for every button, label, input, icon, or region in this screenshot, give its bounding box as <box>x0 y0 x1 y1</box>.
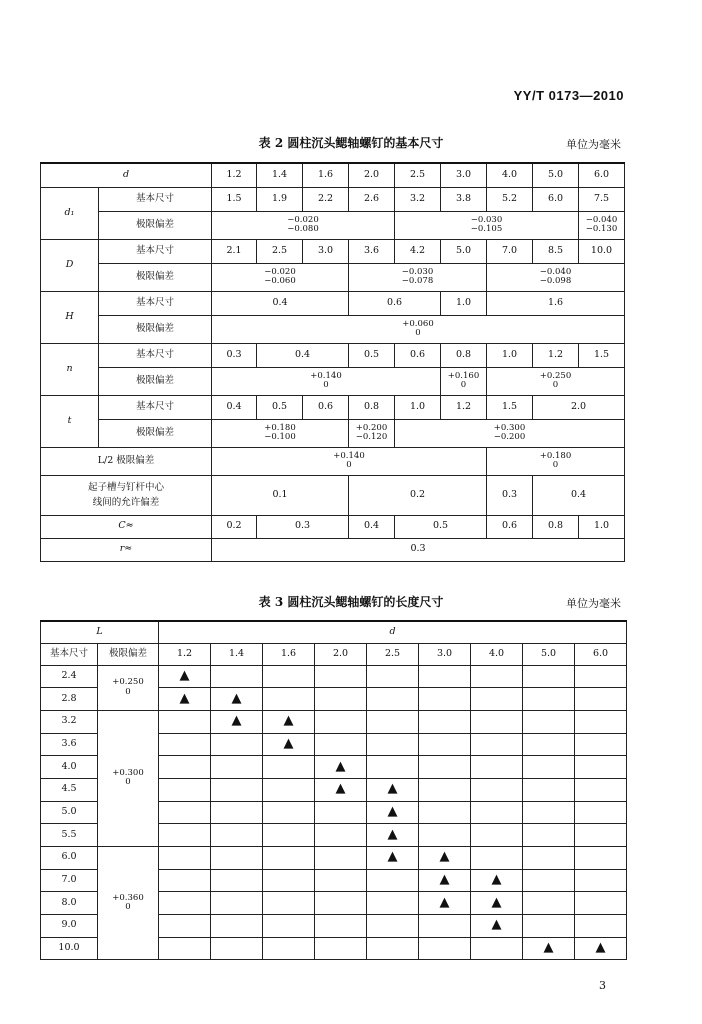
L-header: L <box>41 621 159 643</box>
basic-label: 基本尺寸 <box>99 187 212 211</box>
cell: 8.5 <box>533 239 579 263</box>
empty-cell <box>471 824 523 847</box>
cell: 1.5 <box>212 187 257 211</box>
empty-cell <box>263 847 315 870</box>
basic-label: 基本尺寸 <box>99 239 212 263</box>
tol-label: 极限偏差 <box>99 367 212 395</box>
table3-unit: 单位为毫米 <box>566 597 621 610</box>
cell: 0.6 <box>487 515 533 538</box>
empty-cell <box>211 892 263 915</box>
triangle-marker-icon: ▲ <box>367 847 419 870</box>
length-value: 7.0 <box>41 869 98 892</box>
empty-cell <box>523 892 575 915</box>
cell: 2.5 <box>257 239 303 263</box>
tolerance-cell: +0.180 −0.100 <box>212 419 349 447</box>
table-row <box>41 710 627 733</box>
cell: 1.0 <box>579 515 625 538</box>
tolerance-cell: +0.200 −0.120 <box>349 419 395 447</box>
basic-label: 基本尺寸 <box>99 291 212 315</box>
empty-cell <box>159 824 211 847</box>
empty-cell <box>523 847 575 870</box>
cell: 0.5 <box>395 515 487 538</box>
tolerance-cell: +0.300 0 <box>98 710 159 846</box>
triangle-marker-icon: ▲ <box>315 778 367 801</box>
cell: 1.2 <box>533 343 579 367</box>
empty-cell <box>575 915 627 938</box>
d-value: 2.5 <box>367 643 419 665</box>
tol-label: 极限偏差 <box>99 315 212 343</box>
empty-cell <box>211 915 263 938</box>
table3 <box>40 620 627 960</box>
d-value: 2.0 <box>315 643 367 665</box>
table2-row <box>41 515 625 538</box>
empty-cell <box>575 756 627 779</box>
tolerance-cell: +0.250 0 <box>487 367 625 395</box>
d-value: 4.0 <box>471 643 523 665</box>
triangle-marker-icon: ▲ <box>575 937 627 960</box>
cell: 0.4 <box>533 475 625 515</box>
empty-cell <box>159 756 211 779</box>
table2-row <box>41 367 625 395</box>
empty-cell <box>419 665 471 688</box>
empty-cell <box>575 733 627 756</box>
table2-row <box>41 211 625 239</box>
d-value: 5.0 <box>523 643 575 665</box>
empty-cell <box>263 688 315 711</box>
tol-label: 极限偏差 <box>99 211 212 239</box>
table2-row <box>41 291 625 315</box>
empty-cell <box>211 733 263 756</box>
length-value: 2.4 <box>41 665 98 688</box>
cell: 5.2 <box>487 187 533 211</box>
cell: 0.1 <box>212 475 349 515</box>
cell: 1.9 <box>257 187 303 211</box>
empty-cell <box>367 710 419 733</box>
d1-label: d₁ <box>41 187 99 239</box>
tolerance-cell: −0.020 −0.080 <box>212 211 395 239</box>
H-label: H <box>41 291 99 343</box>
table2 <box>40 162 625 562</box>
empty-cell <box>367 892 419 915</box>
empty-cell <box>211 665 263 688</box>
d-value: 1.2 <box>212 163 257 187</box>
empty-cell <box>575 847 627 870</box>
empty-cell <box>211 847 263 870</box>
empty-cell <box>523 756 575 779</box>
empty-cell <box>523 688 575 711</box>
cell: 0.5 <box>349 343 395 367</box>
empty-cell <box>419 937 471 960</box>
empty-cell <box>315 892 367 915</box>
empty-cell <box>367 869 419 892</box>
cell: 0.6 <box>349 291 441 315</box>
empty-cell <box>575 824 627 847</box>
cell: 1.0 <box>441 291 487 315</box>
d-value: 3.0 <box>441 163 487 187</box>
table2-row <box>41 315 625 343</box>
triangle-marker-icon: ▲ <box>419 847 471 870</box>
empty-cell <box>523 778 575 801</box>
empty-cell <box>419 801 471 824</box>
empty-cell <box>159 915 211 938</box>
cell: 0.4 <box>257 343 349 367</box>
tol-label: 极限偏差 <box>98 643 159 665</box>
empty-cell <box>263 824 315 847</box>
tolerance-cell: +0.300 −0.200 <box>395 419 625 447</box>
empty-cell <box>367 733 419 756</box>
length-value: 2.8 <box>41 688 98 711</box>
length-value: 4.0 <box>41 756 98 779</box>
triangle-marker-icon: ▲ <box>419 869 471 892</box>
basic-label: 基本尺寸 <box>41 643 98 665</box>
tolerance-cell: −0.030 −0.105 <box>395 211 579 239</box>
cell: 3.0 <box>303 239 349 263</box>
cell: 0.4 <box>349 515 395 538</box>
triangle-marker-icon: ▲ <box>367 801 419 824</box>
table2-row <box>41 263 625 291</box>
empty-cell <box>315 869 367 892</box>
d-value: 5.0 <box>533 163 579 187</box>
empty-cell <box>315 937 367 960</box>
empty-cell <box>419 688 471 711</box>
empty-cell <box>263 756 315 779</box>
empty-cell <box>315 915 367 938</box>
tolerance-cell: −0.040 −0.098 <box>487 263 625 291</box>
basic-label: 基本尺寸 <box>99 343 212 367</box>
triangle-marker-icon: ▲ <box>471 915 523 938</box>
empty-cell <box>471 778 523 801</box>
empty-cell <box>523 824 575 847</box>
empty-cell <box>471 801 523 824</box>
tolerance-cell: −0.020 −0.060 <box>212 263 349 291</box>
table2-row <box>41 447 625 475</box>
d-value: 3.0 <box>419 643 471 665</box>
tolerance-cell: +0.180 0 <box>487 447 625 475</box>
d-value: 1.4 <box>211 643 263 665</box>
cell: 1.2 <box>441 395 487 419</box>
empty-cell <box>211 869 263 892</box>
tolerance-cell: +0.360 0 <box>98 847 159 960</box>
d-value: 2.5 <box>395 163 441 187</box>
d-value: 4.0 <box>487 163 533 187</box>
triangle-marker-icon: ▲ <box>471 869 523 892</box>
empty-cell <box>575 688 627 711</box>
triangle-marker-icon: ▲ <box>523 937 575 960</box>
empty-cell <box>263 937 315 960</box>
d-header: d <box>41 163 212 187</box>
cell: 0.4 <box>212 395 257 419</box>
empty-cell <box>159 869 211 892</box>
cell: 1.0 <box>487 343 533 367</box>
empty-cell <box>263 892 315 915</box>
d-value: 1.6 <box>263 643 315 665</box>
empty-cell <box>159 892 211 915</box>
length-value: 4.5 <box>41 778 98 801</box>
cell: 0.8 <box>533 515 579 538</box>
tol-label: 极限偏差 <box>99 263 212 291</box>
triangle-marker-icon: ▲ <box>159 688 211 711</box>
cell: 1.5 <box>487 395 533 419</box>
cell: 0.6 <box>303 395 349 419</box>
table3-subheader-row <box>41 643 627 665</box>
empty-cell <box>575 801 627 824</box>
empty-cell <box>159 733 211 756</box>
empty-cell <box>211 756 263 779</box>
empty-cell <box>367 937 419 960</box>
empty-cell <box>211 778 263 801</box>
length-value: 6.0 <box>41 847 98 870</box>
table2-caption: 表 2 圆柱沉头鳃轴螺钉的基本尺寸 <box>258 136 444 150</box>
cell: 1.5 <box>579 343 625 367</box>
table2-row <box>41 538 625 561</box>
table-row <box>41 847 627 870</box>
cell: 1.0 <box>395 395 441 419</box>
tolerance-cell: +0.140 0 <box>212 447 487 475</box>
cell: 0.3 <box>212 538 625 561</box>
table3-header-row <box>41 621 627 643</box>
cell: 7.0 <box>487 239 533 263</box>
tolerance-cell: +0.160 0 <box>441 367 487 395</box>
empty-cell <box>523 915 575 938</box>
empty-cell <box>159 710 211 733</box>
tol-label: 极限偏差 <box>99 419 212 447</box>
triangle-marker-icon: ▲ <box>471 892 523 915</box>
empty-cell <box>315 688 367 711</box>
length-value: 3.6 <box>41 733 98 756</box>
d-value: 1.2 <box>159 643 211 665</box>
cell: 0.3 <box>487 475 533 515</box>
table2-row <box>41 419 625 447</box>
empty-cell <box>419 915 471 938</box>
table2-row <box>41 343 625 367</box>
triangle-marker-icon: ▲ <box>315 756 367 779</box>
table2-row <box>41 239 625 263</box>
empty-cell <box>367 915 419 938</box>
cell: 3.2 <box>395 187 441 211</box>
d-value: 6.0 <box>575 643 627 665</box>
cell: 0.6 <box>395 343 441 367</box>
cell: 0.3 <box>257 515 349 538</box>
triangle-marker-icon: ▲ <box>263 710 315 733</box>
empty-cell <box>471 756 523 779</box>
empty-cell <box>263 915 315 938</box>
empty-cell <box>211 937 263 960</box>
table2-row <box>41 395 625 419</box>
length-value: 10.0 <box>41 937 98 960</box>
table2-d-row <box>41 163 625 187</box>
d-value: 1.4 <box>257 163 303 187</box>
n-label: n <box>41 343 99 395</box>
cell: 0.2 <box>349 475 487 515</box>
t-label: t <box>41 395 99 447</box>
cell: 3.8 <box>441 187 487 211</box>
empty-cell <box>575 665 627 688</box>
empty-cell <box>211 824 263 847</box>
empty-cell <box>523 710 575 733</box>
empty-cell <box>211 801 263 824</box>
empty-cell <box>263 665 315 688</box>
table2-unit: 单位为毫米 <box>566 138 621 151</box>
cell: 0.5 <box>257 395 303 419</box>
tolerance-cell: −0.040 −0.130 <box>579 211 625 239</box>
empty-cell <box>471 710 523 733</box>
cell: 2.0 <box>533 395 625 419</box>
empty-cell <box>419 824 471 847</box>
cell: 2.2 <box>303 187 349 211</box>
empty-cell <box>575 869 627 892</box>
empty-cell <box>471 733 523 756</box>
r-label: r≈ <box>41 538 212 561</box>
empty-cell <box>159 937 211 960</box>
triangle-marker-icon: ▲ <box>367 778 419 801</box>
empty-cell <box>367 756 419 779</box>
triangle-marker-icon: ▲ <box>211 688 263 711</box>
table3-caption: 表 3 圆柱沉头鳃轴螺钉的长度尺寸 <box>258 595 444 609</box>
cell: 0.4 <box>212 291 349 315</box>
slot-label: 起子槽与钉杆中心 线间的允许偏差 <box>41 475 212 515</box>
empty-cell <box>523 801 575 824</box>
cell: 2.1 <box>212 239 257 263</box>
cell: 3.6 <box>349 239 395 263</box>
empty-cell <box>263 869 315 892</box>
empty-cell <box>315 801 367 824</box>
length-value: 9.0 <box>41 915 98 938</box>
empty-cell <box>419 733 471 756</box>
empty-cell <box>315 733 367 756</box>
tolerance-cell: +0.140 0 <box>212 367 441 395</box>
empty-cell <box>471 937 523 960</box>
cell: 0.8 <box>441 343 487 367</box>
length-value: 8.0 <box>41 892 98 915</box>
triangle-marker-icon: ▲ <box>159 665 211 688</box>
empty-cell <box>419 778 471 801</box>
cell: 0.3 <box>212 343 257 367</box>
empty-cell <box>315 824 367 847</box>
cell: 5.0 <box>441 239 487 263</box>
C-label: C≈ <box>41 515 212 538</box>
table2-row <box>41 187 625 211</box>
empty-cell <box>159 801 211 824</box>
d-value: 6.0 <box>579 163 625 187</box>
empty-cell <box>367 665 419 688</box>
cell: 1.6 <box>487 291 625 315</box>
d-value: 2.0 <box>349 163 395 187</box>
cell: 0.8 <box>349 395 395 419</box>
triangle-marker-icon: ▲ <box>367 824 419 847</box>
empty-cell <box>523 733 575 756</box>
D-label: D <box>41 239 99 291</box>
page-number: 3 <box>599 979 606 992</box>
table2-row <box>41 475 625 515</box>
empty-cell <box>523 869 575 892</box>
empty-cell <box>471 665 523 688</box>
L2-label: L/2 极限偏差 <box>41 447 212 475</box>
table-row <box>41 665 627 688</box>
empty-cell <box>471 688 523 711</box>
empty-cell <box>575 892 627 915</box>
tolerance-cell: +0.250 0 <box>98 665 159 710</box>
cell: 7.5 <box>579 187 625 211</box>
empty-cell <box>263 801 315 824</box>
length-value: 5.0 <box>41 801 98 824</box>
empty-cell <box>315 710 367 733</box>
length-value: 3.2 <box>41 710 98 733</box>
empty-cell <box>263 778 315 801</box>
empty-cell <box>315 847 367 870</box>
triangle-marker-icon: ▲ <box>263 733 315 756</box>
d-header: d <box>159 621 627 643</box>
length-value: 5.5 <box>41 824 98 847</box>
empty-cell <box>367 688 419 711</box>
triangle-marker-icon: ▲ <box>419 892 471 915</box>
cell: 0.2 <box>212 515 257 538</box>
empty-cell <box>419 710 471 733</box>
basic-label: 基本尺寸 <box>99 395 212 419</box>
empty-cell <box>471 847 523 870</box>
tolerance-cell: +0.060 0 <box>212 315 625 343</box>
cell: 4.2 <box>395 239 441 263</box>
triangle-marker-icon: ▲ <box>211 710 263 733</box>
empty-cell <box>575 710 627 733</box>
standard-number: YY/T 0173—2010 <box>513 88 624 103</box>
tolerance-cell: −0.030 −0.078 <box>349 263 487 291</box>
empty-cell <box>523 665 575 688</box>
empty-cell <box>419 756 471 779</box>
cell: 6.0 <box>533 187 579 211</box>
empty-cell <box>159 847 211 870</box>
empty-cell <box>315 665 367 688</box>
cell: 10.0 <box>579 239 625 263</box>
empty-cell <box>159 778 211 801</box>
cell: 2.6 <box>349 187 395 211</box>
empty-cell <box>575 778 627 801</box>
d-value: 1.6 <box>303 163 349 187</box>
